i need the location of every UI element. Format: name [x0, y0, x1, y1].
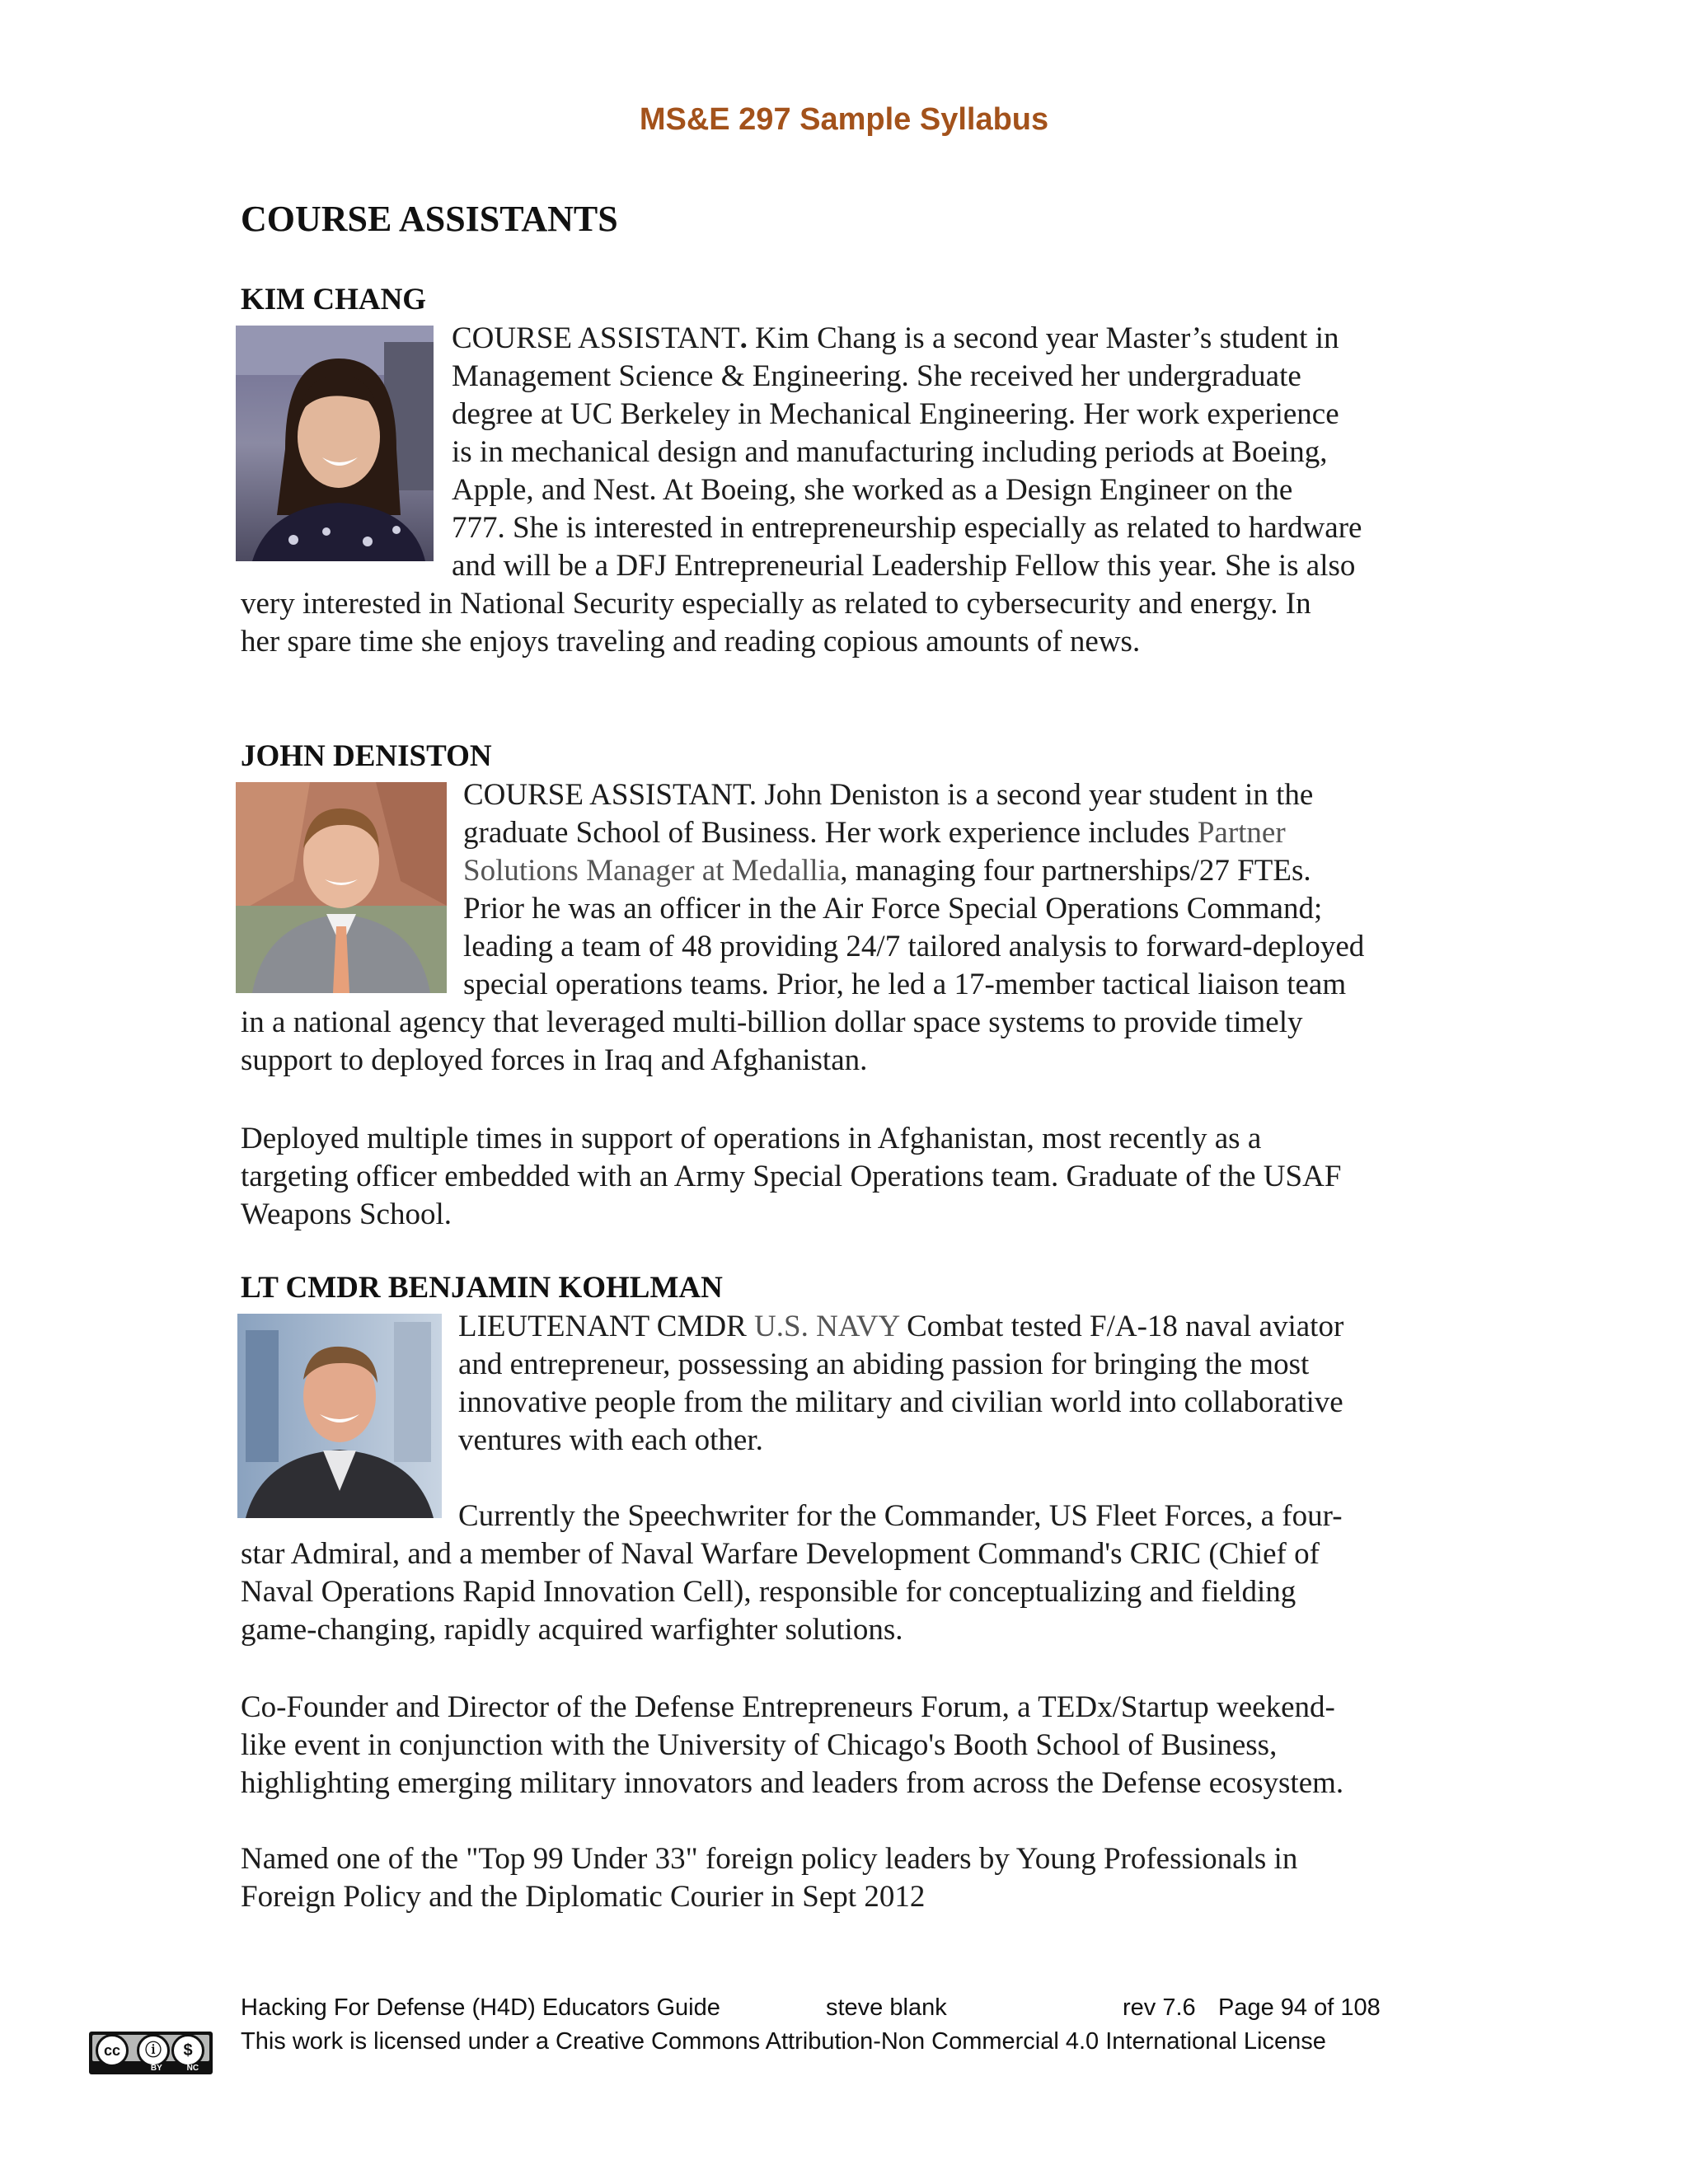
gray-fragment: Partner [1197, 816, 1286, 850]
bio-line: , managing four partnerships/27 FTEs. [840, 854, 1311, 888]
bio-line: game-changing, rapidly acquired warfighter solutions. [241, 1613, 903, 1647]
bio-line: Currently the Speechwriter for the Commander, US Fleet Forces, a four- [458, 1499, 1343, 1533]
para-line: Co-Founder and Director of the Defense Entrepreneurs Forum, a TEDx/Startup weekend- [241, 1690, 1335, 1724]
bio-line: innovative people from the military and civilian world into collaborative [458, 1385, 1343, 1419]
role-benjamin-kohlman: LIEUTENANT CMDR [458, 1310, 755, 1343]
photo-benjamin-kohlman [237, 1314, 442, 1518]
bio-line: Prior he was an officer in the Air Force Special Operations Command; [463, 892, 1323, 926]
photo-john-deniston [236, 782, 447, 993]
bio-line: degree at UC Berkeley in Mechanical Engineering. Her work experience [452, 397, 1339, 431]
para-line: Named one of the "Top 99 Under 33" foreign policy leaders by Young Professionals in [241, 1842, 1298, 1876]
bio-line: is in mechanical design and manufacturing including periods at Boeing, [452, 435, 1328, 469]
role-john-deniston: COURSE ASSISTANT. [463, 778, 757, 812]
bio-line: star Admiral, and a member of Naval Warfare Development Command's CRIC (Chief of [241, 1537, 1320, 1571]
photo-kim-chang [236, 326, 434, 561]
cc-license-badge [89, 2032, 213, 2074]
cc-nc-label: NC [186, 2064, 199, 2073]
para-line: Deployed multiple times in support of operations in Afghanistan, most recently as a [241, 1122, 1262, 1155]
section-title: COURSE ASSISTANTS [241, 199, 618, 239]
para-line: Foreign Policy and the Diplomatic Courier in Sept 2012 [241, 1880, 926, 1914]
para-line: highlighting emerging military innovators and leaders from across the Defense ecosystem. [241, 1766, 1344, 1800]
page-header: MS&E 297 Sample Syllabus [639, 102, 1049, 137]
bio-kim-chang [241, 320, 1477, 661]
footer-author: steve blank [826, 1994, 947, 2021]
bio-line: support to deployed forces in Iraq and Afghanistan. [241, 1043, 868, 1077]
bio-line: in a national agency that leveraged multi-billion dollar space systems to provide timely [241, 1005, 1303, 1039]
cc-icon: cc [96, 2034, 129, 2067]
bio-line: 777. She is interested in entrepreneurship especially as related to hardware [452, 511, 1362, 545]
gray-fragment: U.S. NAVY [754, 1310, 899, 1343]
cc-by-label: BY [150, 2064, 162, 2073]
footer-rev: rev 7.6 [1123, 1994, 1196, 2021]
bio-line: Naval Operations Rapid Innovation Cell), responsible for conceptualizing and fielding [241, 1575, 1296, 1609]
bio-line: leading a team of 48 providing 24/7 tailored analysis to forward-deployed [463, 930, 1365, 963]
bio-line: and entrepreneur, possessing an abiding passion for bringing the most [458, 1347, 1310, 1381]
bio-line: ventures with each other. [458, 1423, 763, 1457]
cc-by-icon: ⓘ [137, 2034, 170, 2067]
cc-nc-icon: $ [171, 2034, 204, 2067]
name-benjamin-kohlman: LT CMDR BENJAMIN KOHLMAN [241, 1271, 723, 1305]
para-line: Weapons School. [241, 1197, 452, 1231]
bio-line: John Deniston is a second year student in the [757, 778, 1314, 812]
kohlman-paragraph-3 [241, 1689, 1477, 1802]
role-kim-chang: COURSE ASSISTANT [452, 321, 740, 355]
bio-line: and will be a DFJ Entrepreneurial Leadership Fellow this year. She is also [452, 549, 1356, 583]
bio-john-deniston [241, 776, 1477, 1080]
bio-benjamin-kohlman [241, 1308, 1477, 1649]
name-john-deniston: JOHN DENISTON [241, 739, 492, 773]
bio-line: Combat tested F/A-18 naval aviator [898, 1310, 1344, 1343]
bio-line: Kim Chang is a second year Master’s student in [755, 321, 1339, 355]
para-line: targeting officer embedded with an Army Special Operations team. Graduate of the USAF [241, 1160, 1342, 1193]
footer-guide: Hacking For Defense (H4D) Educators Guide [241, 1994, 720, 2021]
para-line: like event in conjunction with the University of Chicago's Booth School of Business, [241, 1728, 1278, 1762]
deniston-extra-paragraph [241, 1120, 1477, 1234]
footer-license: This work is licensed under a Creative Commons Attribution-Non Commercial 4.0 International License [241, 2028, 1326, 2055]
bio-line: very interested in National Security especially as related to cybersecurity and energy. In [241, 587, 1311, 621]
bio-line: Management Science & Engineering. She received her undergraduate [452, 359, 1301, 393]
kohlman-paragraph-4 [241, 1840, 1477, 1916]
bio-line: her spare time she enjoys traveling and reading copious amounts of news. [241, 625, 1141, 658]
bio-line: special operations teams. Prior, he led a 17-member tactical liaison team [463, 968, 1347, 1001]
role-period-kim-chang: . [739, 321, 748, 355]
bio-line: Apple, and Nest. At Boeing, she worked as a Design Engineer on the [452, 473, 1293, 507]
footer-page-number: Page 94 of 108 [1218, 1994, 1381, 2021]
name-kim-chang: KIM CHANG [241, 283, 427, 316]
bio-line: graduate School of Business. Her work experience includes [463, 816, 1198, 850]
gray-fragment: Solutions Manager at Medallia [463, 854, 841, 888]
